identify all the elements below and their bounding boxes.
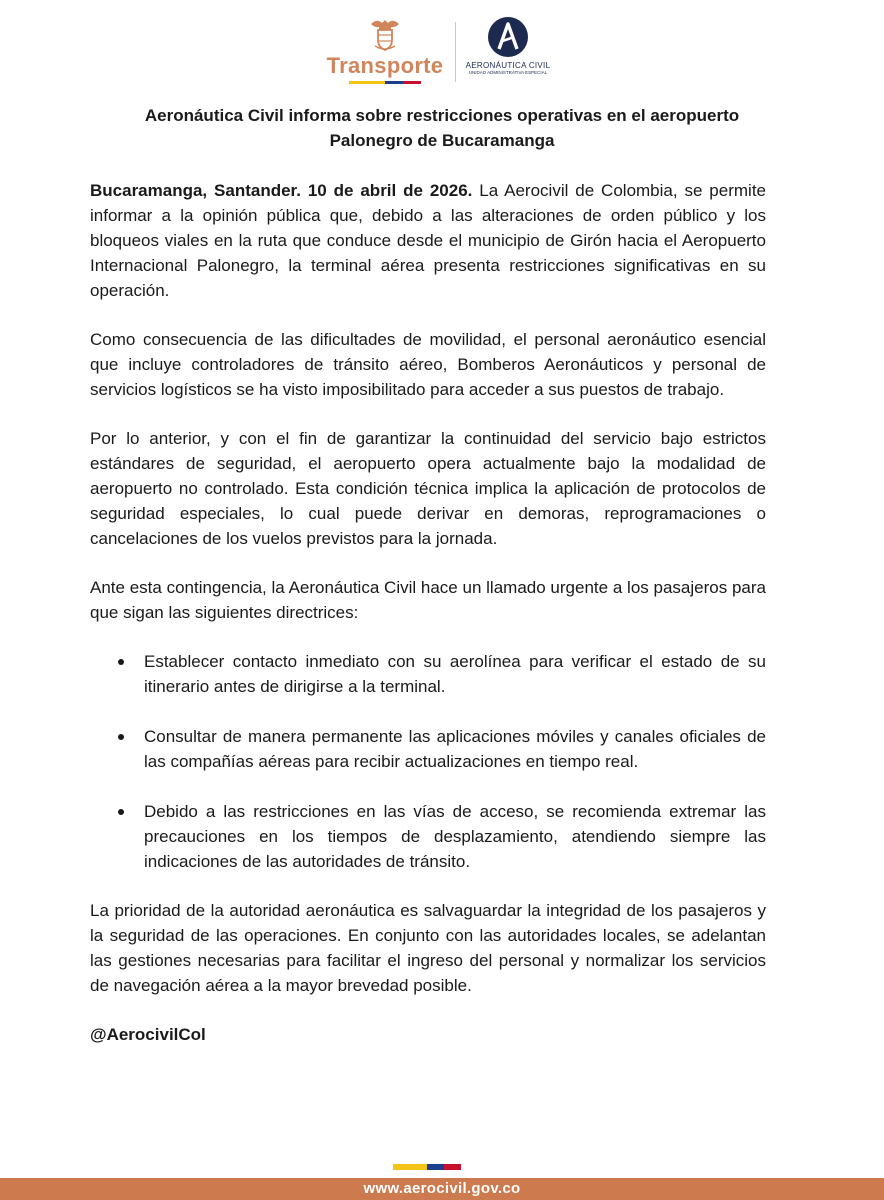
title-line-2: Palonegro de Bucaramanga (329, 131, 555, 150)
dateline: Bucaramanga, Santander. 10 de abril de 2026. (90, 181, 473, 200)
title-line-1: Aeronáutica Civil informa sobre restricciones operativas en el aeropuerto (144, 106, 740, 125)
list-item (90, 724, 766, 774)
directive-text: Debido a las restricciones en las vías de acceso, se recomienda extremar las precauciones en los tiempos de desplazamiento, atendiendo siempre las indicaciones de las autoridades de tránsito. (144, 802, 766, 871)
transporte-flag-bar (349, 81, 421, 84)
header-divider (455, 22, 456, 82)
paragraph-operations: Por lo anterior, y con el fin de garantizar la continuidad del servicio bajo estrictos estándares de seguridad, el aeropuerto opera actualmente bajo la modalidad de aeropuerto no controlado. Esta condición técnica implica la aplicación de protocolos de seguridad especiales, lo cual puede derivar en demoras, reprogramaciones o cancelaciones de los vuelos previstos para la jornada. (90, 429, 766, 548)
transporte-label: Transporte (326, 53, 444, 78)
aerocivil-a-icon (487, 16, 529, 58)
footer-url-link[interactable]: www.aerocivil.gov.co (363, 1180, 521, 1197)
paragraph-consequence: Como consecuencia de las dificultades de movilidad, el personal aeronáutico esencial que incluye controladores de tránsito aéreo, Bomberos Aeronáuticos y personal de servicios logísticos se ha visto imposibilitado para acceder a sus puestos de trabajo. (90, 330, 766, 399)
list-item (90, 649, 766, 699)
paragraph-priority: La prioridad de la autoridad aeronáutica es salvaguardar la integridad de los pasajeros y la seguridad de las operaciones. En conjunto con las autoridades locales, se adelantan las gestiones necesarias para facilitar el ingreso del personal y normalizar los servicios de navegación aérea a la mayor brevedad posible. (90, 901, 766, 995)
social-handle: @AerocivilCol (90, 1025, 206, 1044)
footer-flag-bar (393, 1164, 461, 1170)
bullet-icon (118, 734, 124, 740)
coat-of-arms-icon (367, 16, 403, 52)
bullet-icon (118, 809, 124, 815)
directive-text: Consultar de manera permanente las aplicaciones móviles y canales oficiales de las compañías aéreas para recibir actualizaciones en tiempo real. (144, 727, 766, 771)
paragraph-contingency: Ante esta contingencia, la Aeronáutica Civil hace un llamado urgente a los pasajeros para que sigan las siguientes directrices: (90, 578, 766, 622)
footer-bar (0, 1178, 884, 1200)
aerocivil-subtitle: UNIDAD ADMINISTRATIVA ESPECIAL (468, 70, 548, 75)
bullet-icon (118, 659, 124, 665)
transporte-logo (322, 16, 448, 94)
directives-list (90, 649, 766, 874)
paragraph-intro (90, 178, 766, 303)
header (0, 14, 884, 94)
list-item (90, 799, 766, 874)
document-body (90, 178, 766, 1047)
directive-text: Establecer contacto inmediato con su aerolínea para verificar el estado de su itinerario antes de dirigirse a la terminal. (144, 652, 766, 696)
paragraph-intro-text: La Aerocivil de Colombia, se permite informar a la opinión pública que, debido a las alteraciones de orden público y los bloqueos viales en la ruta que conduce desde el municipio de Girón hacia el Aeropuerto Internacional Palonegro, la terminal aérea presenta restricciones significativas en su operación. (90, 181, 766, 300)
document-title (90, 103, 794, 153)
aerocivil-name: AERONÁUTICA CIVIL (465, 61, 551, 70)
aerocivil-logo (462, 16, 554, 94)
